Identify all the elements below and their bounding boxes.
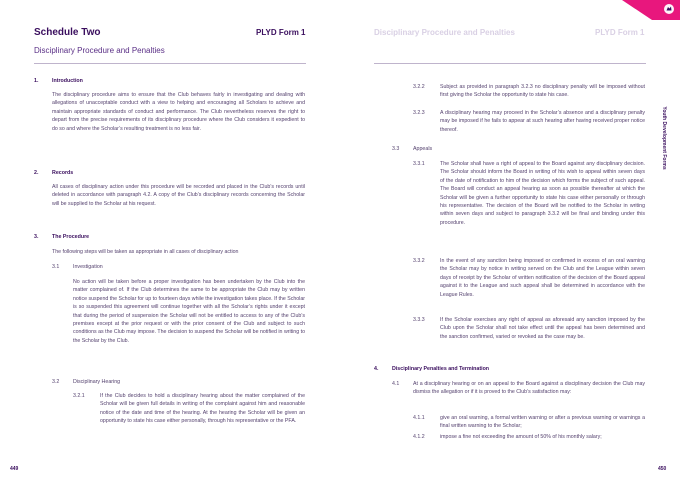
- section-number: 1.: [34, 78, 39, 84]
- running-header-title: Disciplinary Procedure and Penalties: [374, 28, 515, 37]
- side-tab-label: Youth Development Forms: [661, 106, 667, 170]
- section-title: Disciplinary Penalties and Termination: [392, 366, 490, 372]
- clause-3-2-2: [413, 83, 645, 109]
- section-heading-introduction: [34, 78, 306, 86]
- section-heading-records: [34, 170, 306, 178]
- clause-4-1-2: [413, 433, 645, 450]
- header-divider: [374, 63, 646, 64]
- clause-number: 3.3.1: [413, 161, 425, 167]
- subsection-title: Appeals: [413, 146, 433, 152]
- subsection-heading-investigation: [52, 264, 302, 272]
- form-label: PLYD Form 1: [256, 28, 306, 37]
- clause-text: The Scholar shall have a right of appeal to the Board against any disciplinary decision. The Scholar should inform the Board in writing of his wish to appeal within seven days of the date of notification to him of the decision which forms the subject of such appeal. The Board will conduct an appeal hearing as soon as possible thereafter at which the Scholar will be given a further opportunity to state his case either personally or through his representative. The decision of the Board will be notified to the Scholar in writing within seven days and subject to paragraph 3.3.2 will be final and binding under this procedure.: [440, 161, 645, 226]
- section-number: 3.: [34, 234, 39, 240]
- subsection-heading-appeals: [392, 146, 642, 154]
- clause-number: 3.2.2: [413, 84, 425, 90]
- subsection-number: 3.2: [52, 379, 60, 385]
- side-tab: [658, 68, 670, 208]
- investigation-paragraph: No action will be taken before a proper investigation has been undertaken by the Club into the matter complained of. If the Club determines the same to be appropriate the Club may by written notice suspend the Scholar for up to fourteen days while the investigation takes place. If the Scholar is so suspended this agreement will continue together with all the Scholar’s rights under it except that during the period of suspension the Scholar will not be entitled to access to any of the Club’s premises except at the prior request or with the prior consent of the Club and subject to such conditions as the Club may impose. The decision to suspend the Scholar will be notified in writing to the Scholar by the Club.: [73, 279, 306, 344]
- clause-3-3-1: [413, 160, 645, 256]
- records-paragraph: All cases of disciplinary action under this procedure will be recorded and placed in the Club’s records until deleted in accordance with paragraph 4.2. A copy of the Club’s disciplinary records concerning the Scholar will be supplied to the Scholar at his request.: [52, 184, 305, 207]
- section-heading-procedure: [34, 234, 306, 242]
- page-title: Schedule Two: [34, 27, 101, 38]
- section-title: Introduction: [52, 78, 83, 84]
- subsection-number: 3.3: [392, 146, 400, 152]
- clause-text: If the Scholar exercises any right of appeal as aforesaid any sanction imposed by the Club upon the Scholar shall not take effect until the appeal has been determined and the sanction confirmed, varied or revoked as the case may be.: [440, 317, 645, 340]
- clause-4-1: [392, 380, 645, 406]
- procedure-intro: The following steps will be taken as appropriate in all cases of disciplinary action: [52, 249, 239, 255]
- brand-ribbon: [622, 0, 680, 20]
- clause-4-1-1: [413, 414, 645, 431]
- subsection-title: Disciplinary Hearing: [73, 379, 121, 385]
- introduction-paragraph: The disciplinary procedure aims to ensure that the Club behaves fairly in investigating and dealing with allegations of unacceptable conduct with a view to helping and encouraging all Scholars to achieve and maintain appropriate standards of conduct and performance. The Club nevertheless reserves the right to depart from the precise requirements of its disciplinary procedure where the Club considers it expedient to do so and where the Scholar’s resulting treatment is no less fair.: [52, 92, 305, 132]
- clause-number: 3.2.1: [73, 393, 85, 399]
- running-header-form: PLYD Form 1: [595, 28, 645, 37]
- clause-text: Subject as provided in paragraph 3.2.3 no disciplinary penalty will be imposed without first giving the Scholar the opportunity to state his case.: [440, 84, 645, 99]
- clause-3-2-1: [73, 392, 305, 452]
- clause-number: 4.1.2: [413, 434, 425, 440]
- page-number-left: 449: [10, 466, 19, 472]
- section-number: 4.: [374, 366, 379, 372]
- page-number-right: 450: [658, 466, 667, 472]
- section-number: 2.: [34, 170, 39, 176]
- clause-number: 3.3.2: [413, 258, 425, 264]
- section-title: Records: [52, 170, 74, 176]
- subsection-heading-disciplinary-hearing: [52, 379, 302, 387]
- subsection-title: Investigation: [73, 264, 103, 270]
- subsection-number: 3.1: [52, 264, 60, 270]
- lion-logo-icon: [664, 4, 674, 14]
- clause-number: 4.1: [392, 381, 400, 387]
- clause-number: 3.2.3: [413, 110, 425, 116]
- section-title: The Procedure: [52, 234, 90, 240]
- clause-number: 3.3.3: [413, 317, 425, 323]
- clause-text: At a disciplinary hearing or on an appeal to the Board against a disciplinary decision the Club may dismiss the allegation or if it is proved to the Club’s satisfaction may:: [413, 381, 645, 396]
- section-heading-penalties: [374, 366, 646, 374]
- right-page: [340, 0, 680, 483]
- page-subtitle: Disciplinary Procedure and Penalties: [34, 46, 165, 55]
- clause-text: impose a fine not exceeding the amount of 50% of his monthly salary;: [440, 434, 602, 440]
- clause-3-3-2: [413, 257, 645, 315]
- clause-text: give an oral warning, a formal written warning or after a previous warning or warnings a final written warning to the Scholar;: [440, 415, 645, 430]
- header-divider: [34, 63, 306, 64]
- clause-3-2-3: [413, 109, 645, 135]
- clause-text: A disciplinary hearing may proceed in the Scholar’s absence and a disciplinary penalty may be imposed if he fails to appear at such hearing after having received proper notice thereof.: [440, 110, 645, 133]
- clause-3-3-3: [413, 316, 645, 358]
- clause-text: In the event of any sanction being imposed or confirmed in excess of an oral warning the Scholar may by notice in writing served on the Club and the League within seven days of receipt by the Scholar of written notification of the decision of the Board appeal against it to the League and such appeal shall be determined in accordance with the League Rules.: [440, 258, 645, 298]
- clause-number: 4.1.1: [413, 415, 425, 421]
- clause-text: If the Club decides to hold a disciplinary hearing about the matter complained of the Scholar will be given full details in writing of the complaint against him and reasonable notice of the date and time of the hearing. At the hearing the Scholar will be given an opportunity to state his case either personally, through his representative or the PFA.: [100, 393, 305, 425]
